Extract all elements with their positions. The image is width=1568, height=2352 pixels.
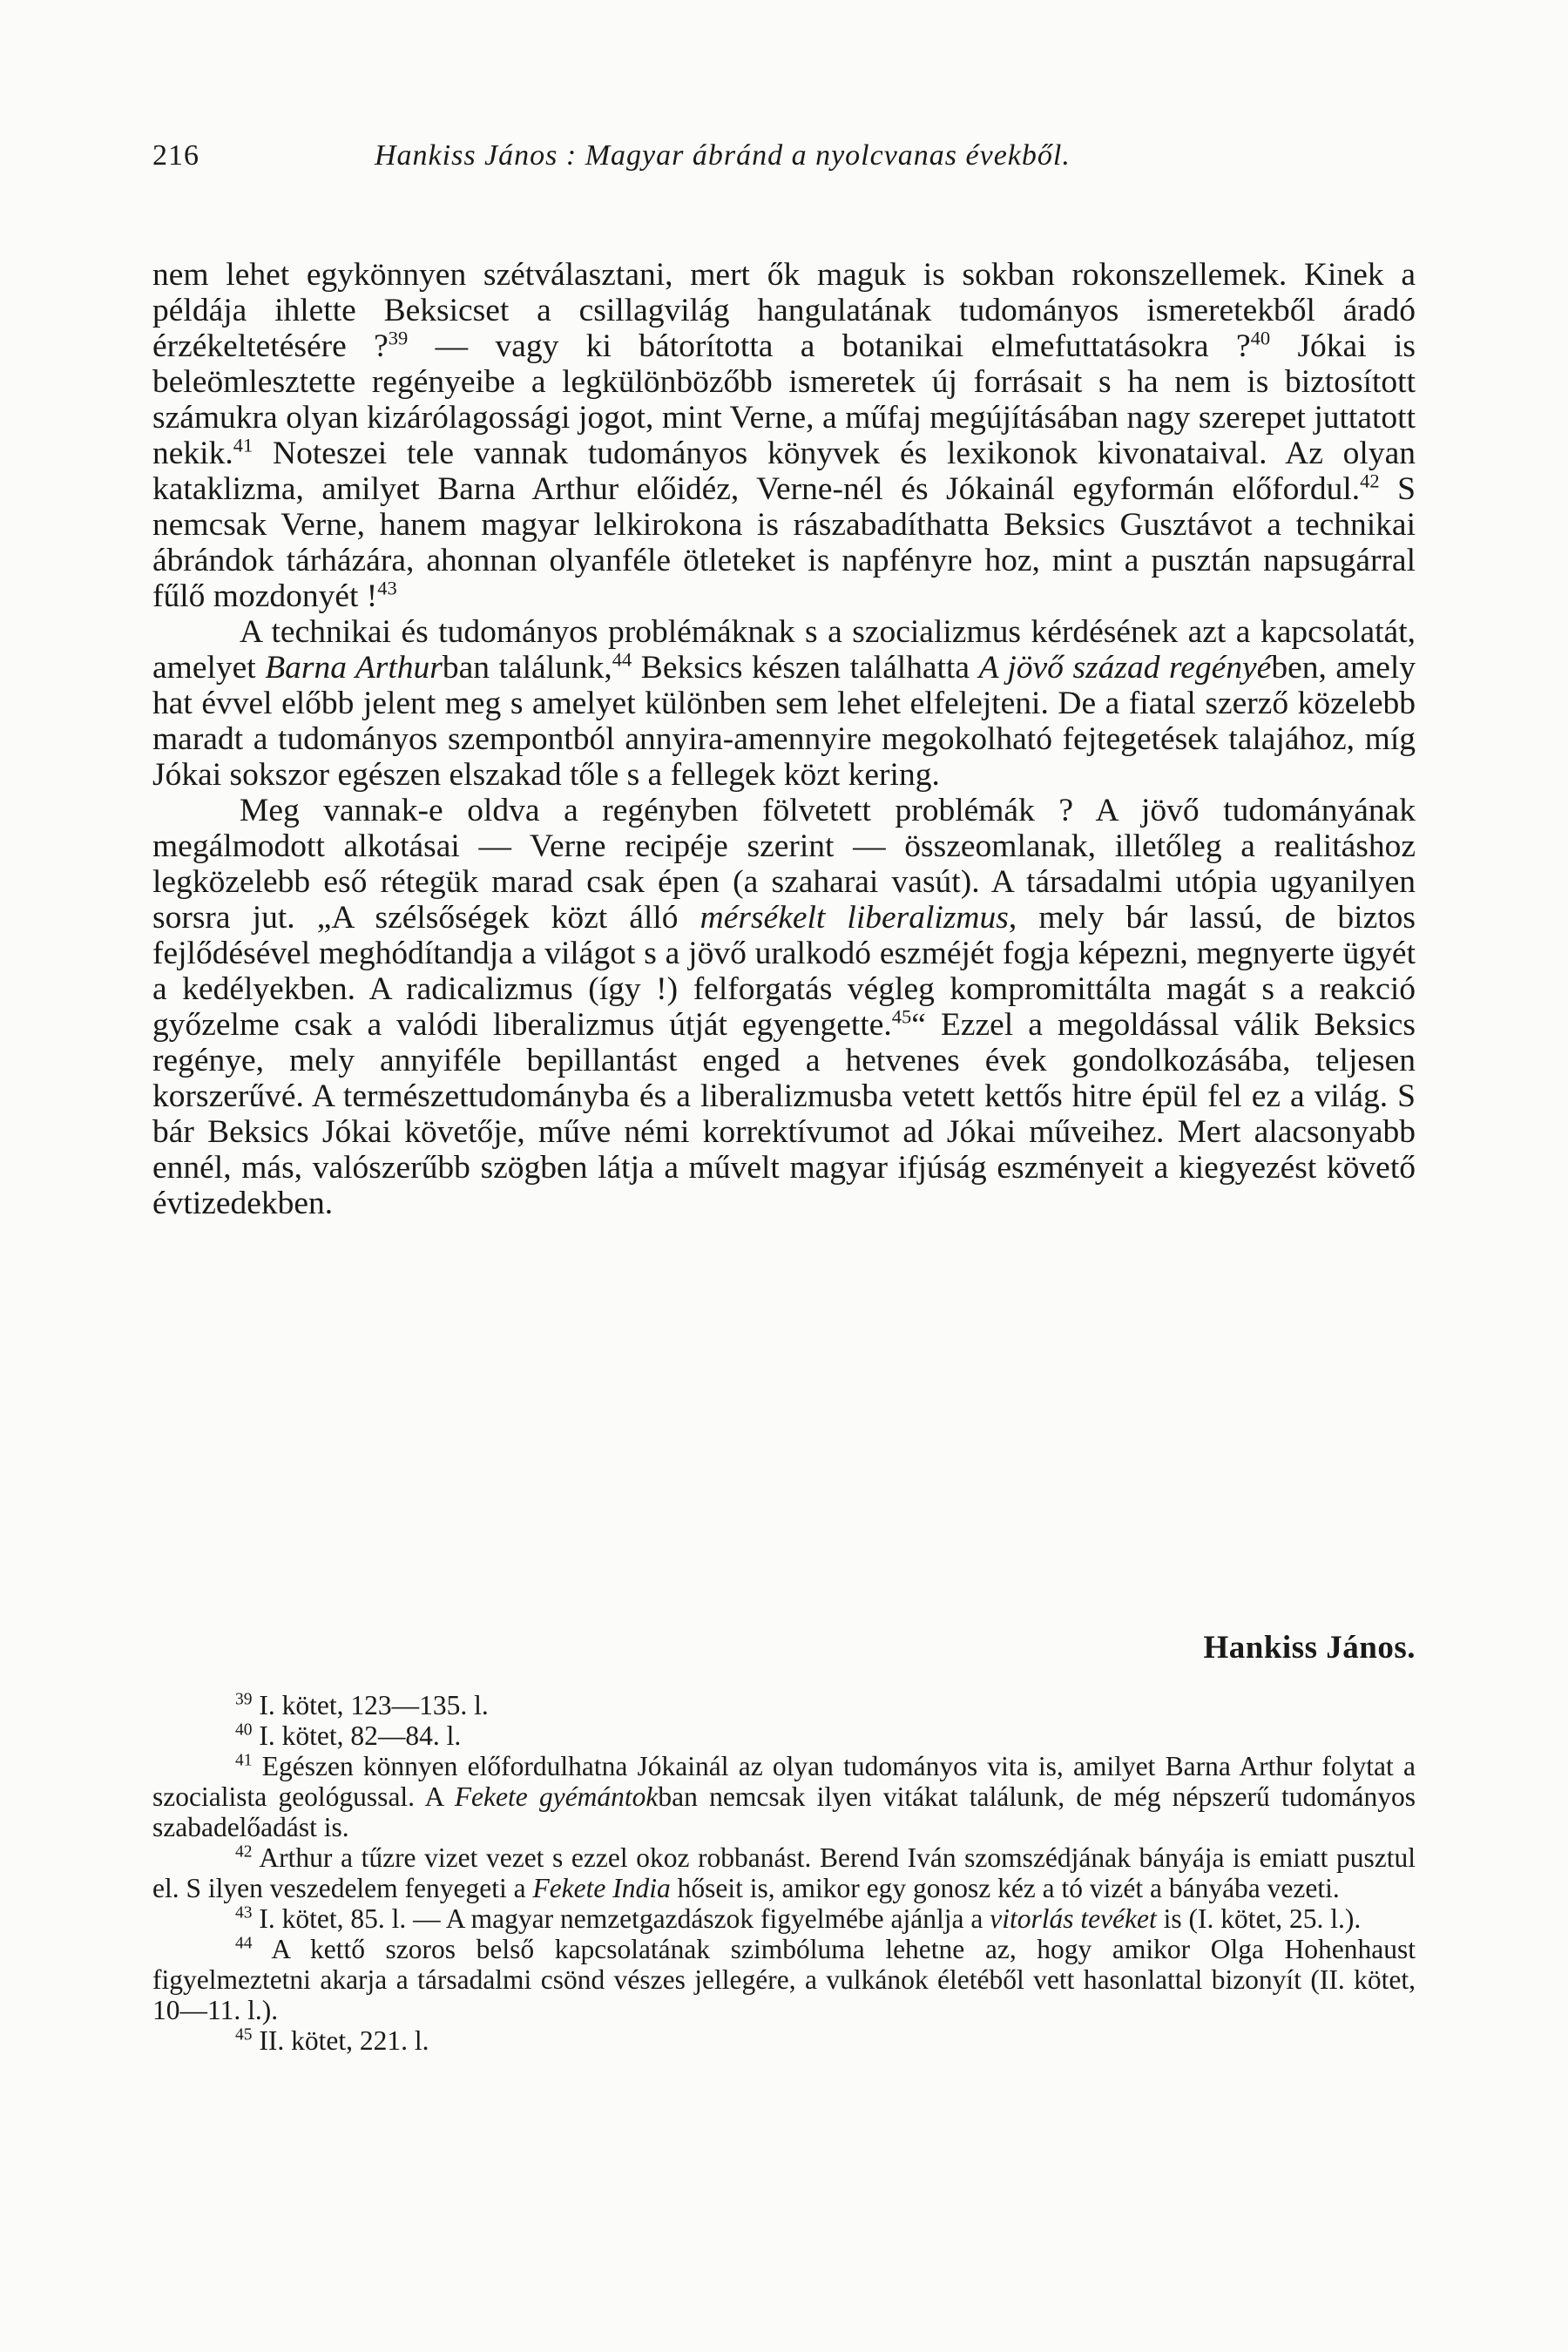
footnote-text: hőseit is, amikor egy gonosz kéz a tó vizét a bányába vezeti. bbox=[670, 1873, 1340, 1903]
footnote-45 bbox=[152, 2025, 1416, 2056]
footnote-44 bbox=[152, 1934, 1416, 2025]
footnote-number: 45 bbox=[235, 2025, 253, 2044]
text-run: Beksics készen találhatta bbox=[632, 650, 979, 686]
italic-title: Barna Arthur bbox=[265, 650, 443, 686]
footnote-text: I. kötet, 82—84. l. bbox=[252, 1720, 462, 1751]
footnote-ref-43: 43 bbox=[377, 577, 397, 599]
text-run: Jókai is beleömlesztette regényeibe a legkülönbözőbb ismeretek új forrásait s ha nem is biztosított számukra olyan kizárólagossági jogot, mint Verne, a műfaj megújításában nagy szerepet juttatott nekik. bbox=[152, 328, 1416, 471]
text-run: S nemcsak Verne, hanem magyar lelkirokona is rászabadíthatta Beksics Gusztávot a technikai ábrándok tárházára, ahonnan olyanféle ötleteket is napfényre hoz, mint a pusztán napsugárral fűlő mozdonyét ! bbox=[152, 471, 1416, 614]
footnote-text: A kettő szoros belső kapcsolatának szimbóluma lehetne az, hogy amikor Olga Hohenhaust figyelmeztetni akarja a társadalmi csönd vészes jellegére, a vulkánok életéből vett hasonlattal bizonyít (II. kötet, 10—11. l.). bbox=[152, 1934, 1416, 2025]
footnote-ref-44: 44 bbox=[612, 648, 632, 671]
footnote-text: is (I. kötet, 25. l.). bbox=[1156, 1903, 1362, 1934]
footnote-ref-41: 41 bbox=[233, 434, 253, 456]
footnote-text: ban nemcsak ilyen vitákat találunk, de még népszerű tudományos szabadelőadást is. bbox=[152, 1781, 1416, 1842]
text-run: — vagy ki bátorította a botanikai elmefuttatásokra ? bbox=[408, 328, 1251, 364]
paragraph-3 bbox=[152, 793, 1416, 1221]
text-run: Noteszei tele vannak tudományos könyvek és lexikonok kivonataival. Az olyan kataklizma, amilyet Barna Arthur előidéz, Verne-nél és Jókainál egyformán előfordul. bbox=[152, 436, 1416, 507]
italic-phrase: vitorlás tevéket bbox=[990, 1903, 1157, 1934]
italic-title: Fekete India bbox=[532, 1873, 671, 1903]
footnote-number: 40 bbox=[235, 1720, 253, 1740]
footnote-text: II. kötet, 221. l. bbox=[252, 2025, 429, 2056]
footnote-number: 42 bbox=[235, 1842, 253, 1862]
text-run: Meg vannak-e oldva a regényben fölvetett problémák ? A jövő tudományának megálmodott alkotásai — Verne recipéje szerint — összeomlanak, illetőleg a realitáshoz legközelebb eső rétegük marad csak épen (a szaharai vasút). A társadalmi utópia ugyanilyen sorsra jut. „A szélsőségek közt álló bbox=[152, 793, 1416, 936]
author-signature: Hankiss János. bbox=[1203, 1630, 1416, 1666]
footnote-text: I. kötet, 123—135. l. bbox=[252, 1690, 489, 1720]
footnote-number: 44 bbox=[235, 1934, 253, 1953]
text-run: , mely bár lassú, de biztos fejlődésével meghódítandja a világot s a jövő uralkodó eszméjét fogja képezni, megnyerte ügyét a kedélyekben. A radicalizmus (így !) felforgatás végleg kompromittálta magát s a reakció győzelme csak a valódi liberalizmus útját egyengette. bbox=[152, 900, 1416, 1043]
footnote-ref-45: 45 bbox=[891, 1005, 912, 1028]
text-run: nem lehet egykönnyen szétválasztani, mert ők maguk is sokban rokonszellemek. Kinek a példája ihlette Beksicset a csillagvilág hangulatának tudományos ismeretekből áradó érzékeltetésére ? bbox=[152, 257, 1416, 364]
footnote-text: I. kötet, 85. l. — A magyar nemzetgazdászok figyelmébe ajánlja a bbox=[252, 1903, 990, 1934]
footnote-number: 43 bbox=[235, 1903, 253, 1923]
italic-title: Fekete gyémántok bbox=[454, 1781, 659, 1812]
text-run: ben, amely hat évvel előbb jelent meg s amelyet különben sem lehet elfelejteni. De a fiatal szerző közelebb maradt a tudományos szempontból annyira-amennyire megokolható fejtegetések talajához, míg Jókai sokszor egészen elszakad tőle s a fellegek közt kering. bbox=[152, 650, 1416, 793]
footnote-43 bbox=[152, 1903, 1416, 1934]
page-number: 216 bbox=[152, 139, 199, 172]
italic-title: A jövő század regényé bbox=[978, 650, 1272, 686]
footnotes bbox=[152, 1690, 1416, 2056]
paragraph-2 bbox=[152, 614, 1416, 793]
footnote-39 bbox=[152, 1690, 1416, 1720]
text-run: “ Ezzel a megoldással válik Beksics regénye, mely annyiféle bepillantást enged a hetvenes évek gondolkozásába, teljesen korszerűvé. A természettudományba és a liberalizmusba vetett kettős hitre épül fel ez a világ. S bár Beksics Jókai követője, műve némi korrektívumot ad Jókai műveihez. Mert alacsonyabb ennél, más, valószerűbb szögben látja a művelt magyar ifjúság eszményeit a kiegyezést követő évtizedekben. bbox=[152, 1007, 1416, 1221]
footnote-ref-40: 40 bbox=[1250, 327, 1271, 349]
paragraph-1 bbox=[152, 257, 1416, 614]
footnote-text: Arthur a tűzre vizet vezet s ezzel okoz robbanást. Berend Iván szomszédjának bányája is emiatt pusztul el. S ilyen veszedelem fenyegeti a bbox=[152, 1842, 1416, 1903]
footnote-number: 41 bbox=[235, 1751, 253, 1770]
body-text bbox=[152, 257, 1416, 1221]
text-run: ban találunk, bbox=[442, 650, 612, 686]
footnote-ref-42: 42 bbox=[1360, 470, 1380, 492]
footnote-41 bbox=[152, 1751, 1416, 1842]
footnote-number: 39 bbox=[235, 1690, 253, 1709]
text-run: A technikai és tudományos problémáknak s a szocializmus kérdésének azt a kapcsolatát, amelyet bbox=[152, 614, 1416, 686]
footnote-text: Egészen könnyen előfordulhatna Jókainál az olyan tudományos vita is, amilyet Barna Arthur folytat a szocialista geológussal. A bbox=[152, 1751, 1416, 1812]
italic-phrase: mérsékelt liberalizmus bbox=[700, 900, 1009, 936]
footnote-40 bbox=[152, 1720, 1416, 1751]
running-title: Hankiss János : Magyar ábránd a nyolcvanas évekből. bbox=[375, 139, 1071, 172]
footnote-42 bbox=[152, 1842, 1416, 1903]
footnote-ref-39: 39 bbox=[388, 327, 409, 349]
